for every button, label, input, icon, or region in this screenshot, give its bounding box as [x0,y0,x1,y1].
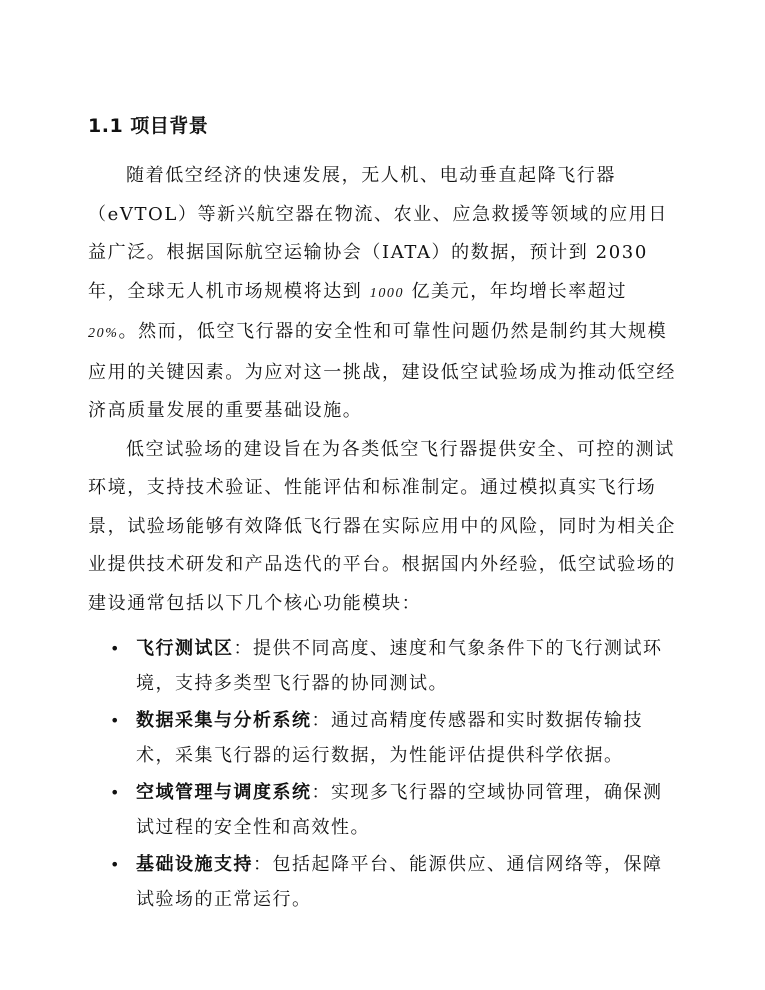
list-item-term: 数据采集与分析系统 [136,710,312,731]
bullet-icon: • [110,639,121,658]
list-item [88,775,678,845]
list-item-term: 基础设施支持 [136,854,253,875]
list-item-separator: ： [253,854,273,875]
list-item-description: 包括起降平台、能源供应、通信网络等，保障试验场的正常运行。 [136,854,663,910]
growth-rate-value: 20% [88,326,119,341]
list-item-term: 空域管理与调度系统 [136,782,312,803]
list-item-description: 实现多飞行器的空域协同管理，确保测试过程的安全性和高效性。 [136,782,663,838]
paragraph-background [88,157,678,431]
bullet-icon: • [110,783,121,802]
paragraph-purpose: 低空试验场的建设旨在为各类低空飞行器提供安全、可控的测试环境，支持技术验证、性能评估和标准制定。通过模拟真实飞行场景，试验场能够有效降低飞行器在实际应用中的风险，同时为相关企业提供技术研发和产品迭代的平台。根据国内外经验，低空试验场的建设通常包括以下几个核心功能模块： [88,438,676,614]
list-item-separator: ： [233,638,253,659]
section-title: 项目背景 [130,115,209,137]
list-item-separator: ： [311,782,331,803]
list-item-separator: ： [311,710,331,731]
market-size-value: 1000 [369,285,405,301]
bullet-icon: • [110,855,121,874]
list-item-description: 提供不同高度、速度和气象条件下的飞行测试环境，支持多类型飞行器的协同测试。 [136,638,663,694]
paragraph-text: 亿美元，年均增长率超过 [404,280,628,302]
section-heading [88,113,678,139]
list-item [88,631,678,701]
list-item-term: 飞行测试区 [136,638,234,659]
module-list [88,631,678,917]
document-page [88,113,678,919]
list-item [88,847,678,917]
list-item [88,703,678,773]
bullet-icon: • [110,711,121,730]
paragraph-text: 。然而，低空飞行器的安全性和可靠性问题仍然是制约其大规模应用的关键因素。为应对这一挑战，建设低空试验场成为推动低空经济高质量发展的重要基础设施。 [88,321,676,421]
list-item-description: 通过高精度传感器和实时数据传输技术，采集飞行器的运行数据，为性能评估提供科学依据。 [136,710,643,766]
paragraph-text: 随着低空经济的快速发展，无人机、电动垂直起降飞行器（eVTOL）等新兴航空器在物流、农业、应急救援等领域的应用日益广泛。根据国际航空运输协会（IATA）的数据，预计到 2030 年，全球无人机市场规模将达到 [88,165,668,302]
section-number: 1.1 [88,115,124,137]
